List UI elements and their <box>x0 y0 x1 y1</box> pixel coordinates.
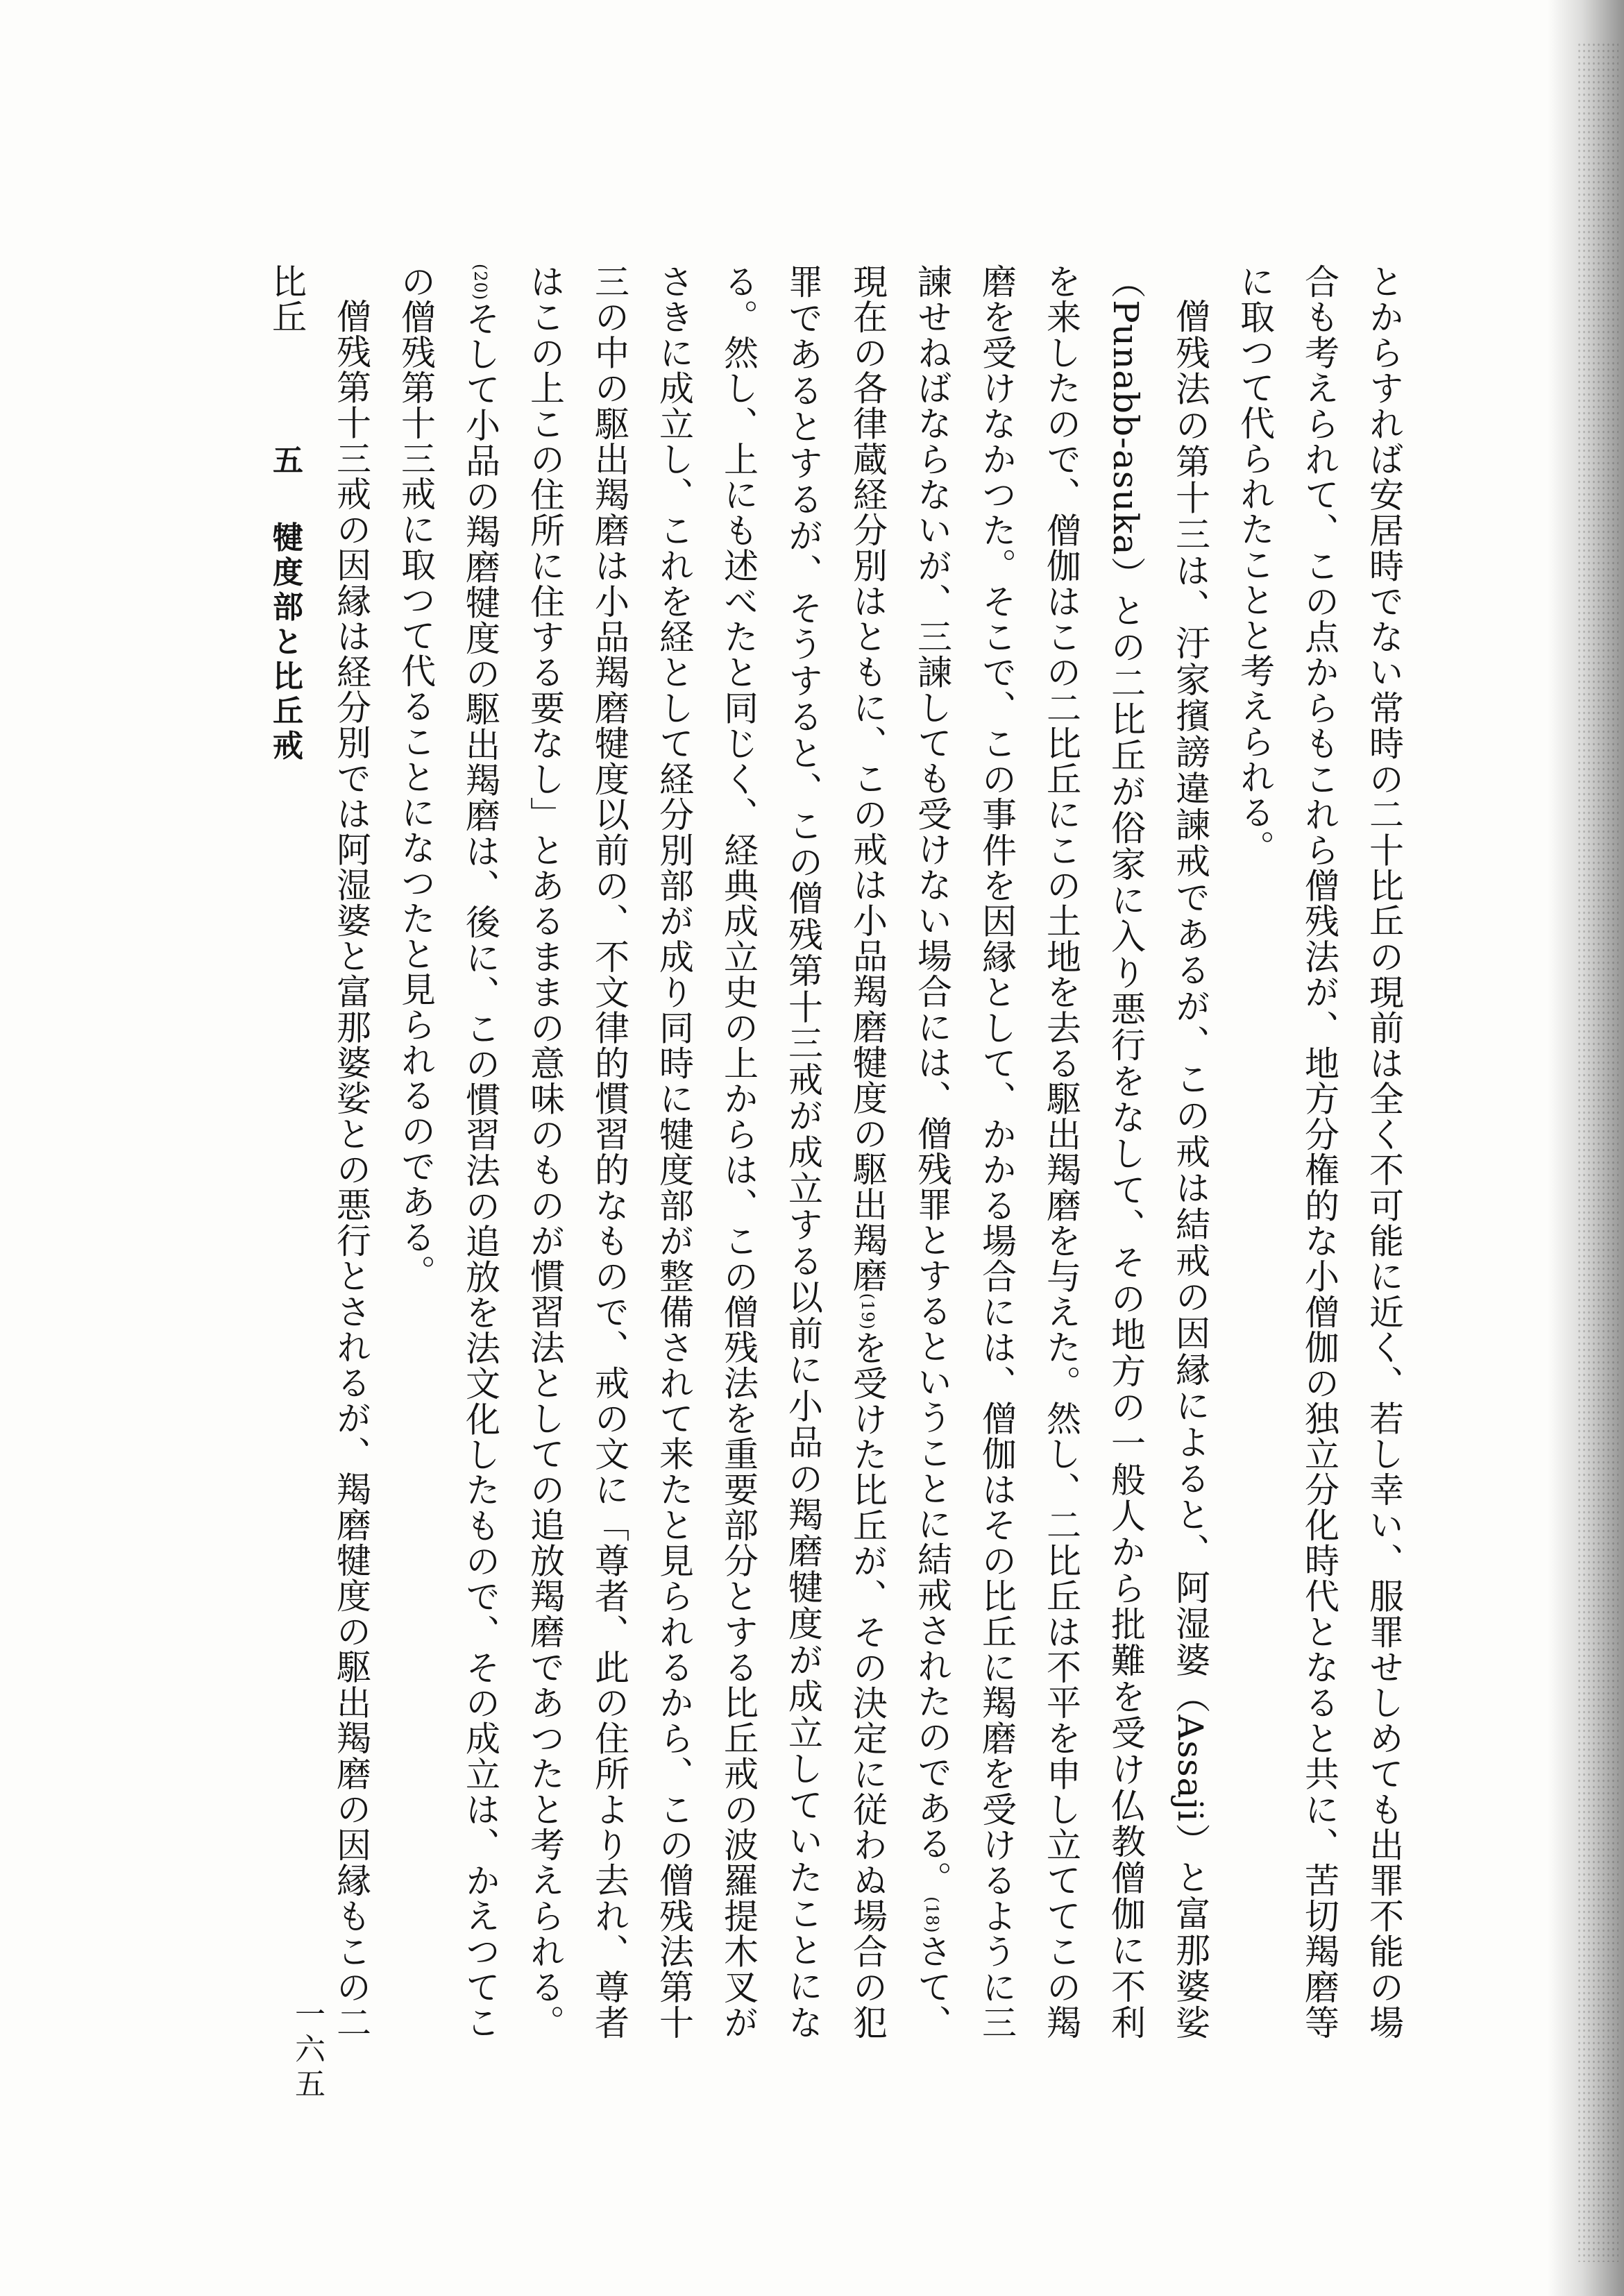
paragraph-3-text: 僧残第十三戒の因縁は経分別では阿湿婆と富那婆娑との悪行とされるが、羯磨犍度の駆出羯磨の因縁もこの二比丘 <box>267 264 371 2040</box>
body-text <box>254 264 1416 2040</box>
footnote-ref-19: (19) <box>858 1293 877 1330</box>
paragraph-2 <box>383 264 1222 2040</box>
page-number: 一六五 <box>289 1998 325 2102</box>
section-title: 犍度部と比丘戒 <box>267 521 303 765</box>
paragraph-2-text-d: そして小品の羯磨犍度の駆出羯磨は、後に、この慣習法の追放を法文化したもので、その成立は、かえつてこの僧残第十三戒に取つて代ることになつたと見られるのである。 <box>396 264 500 2040</box>
paragraph-1-text: とからすれば安居時でない常時の二十比丘の現前は全く不可能に近く、若し幸い、服罪せしめても出罪不能の場合も考えられて、この点からもこれら僧残法が、地方分権的な小僧伽の独立分化時代となると共に、苦切羯磨等に取つて代られたことと考えられる。 <box>1235 264 1404 2040</box>
running-head <box>262 444 307 764</box>
footnote-ref-18: (18) <box>922 1896 942 1934</box>
paragraph-2-text-b: さて、現在の各律蔵経分別はともに、この戒は小品羯磨犍度の駆出羯磨 <box>847 264 952 2041</box>
page-edge-speckle <box>1577 42 1618 2262</box>
paragraph-1 <box>1222 264 1416 2040</box>
section-number: 五 <box>267 444 303 479</box>
paragraph-2-text-a: 僧残法の第十三は、汙家擯謗違諫戒であるが、この戒は結戒の因縁によると、阿湿婆（Assaji）と富那婆娑（Punabb-asuka）との二比丘が俗家に入り悪行をなして、その地方の一般人から批難を受け仏教僧伽に不利を来したので、僧伽はこの二比丘にこの土地を去る駆出羯磨を与えた。然し、二比丘は不平を申し立ててこの羯磨を受けなかつた。そこで、この事件を因縁として、かかる場合には、僧伽はその比丘に羯磨を受けるように三諫せねばならないが、三諫しても受けない場合には、僧残罪とするということに結戒されたのである。 <box>912 264 1210 2041</box>
paragraph-2-text-c: を受けた比丘が、その決定に従わぬ場合の犯罪であるとするが、そうすると、この僧残第十三戒が成立する以前に小品の羯磨犍度が成立していたことになる。然し、上にも述べたと同じく、経典成立史の上からは、この僧残法を重要部分とする比丘戒の波羅提木叉がさきに成立し、これを経として経分別部が成り同時に犍度部が整備されて来たと見られるから、この僧残法第十三の中の駆出羯磨は小品羯磨犍度以前の、不文律的慣習的なもので、戒の文に「尊者、此の住所より去れ、尊者はこの上この住所に住する要なし」とあるままの意味のものが慣習法としての追放羯磨であつたと考えられる。 <box>525 264 888 2041</box>
footnote-ref-20: (20) <box>471 264 490 301</box>
